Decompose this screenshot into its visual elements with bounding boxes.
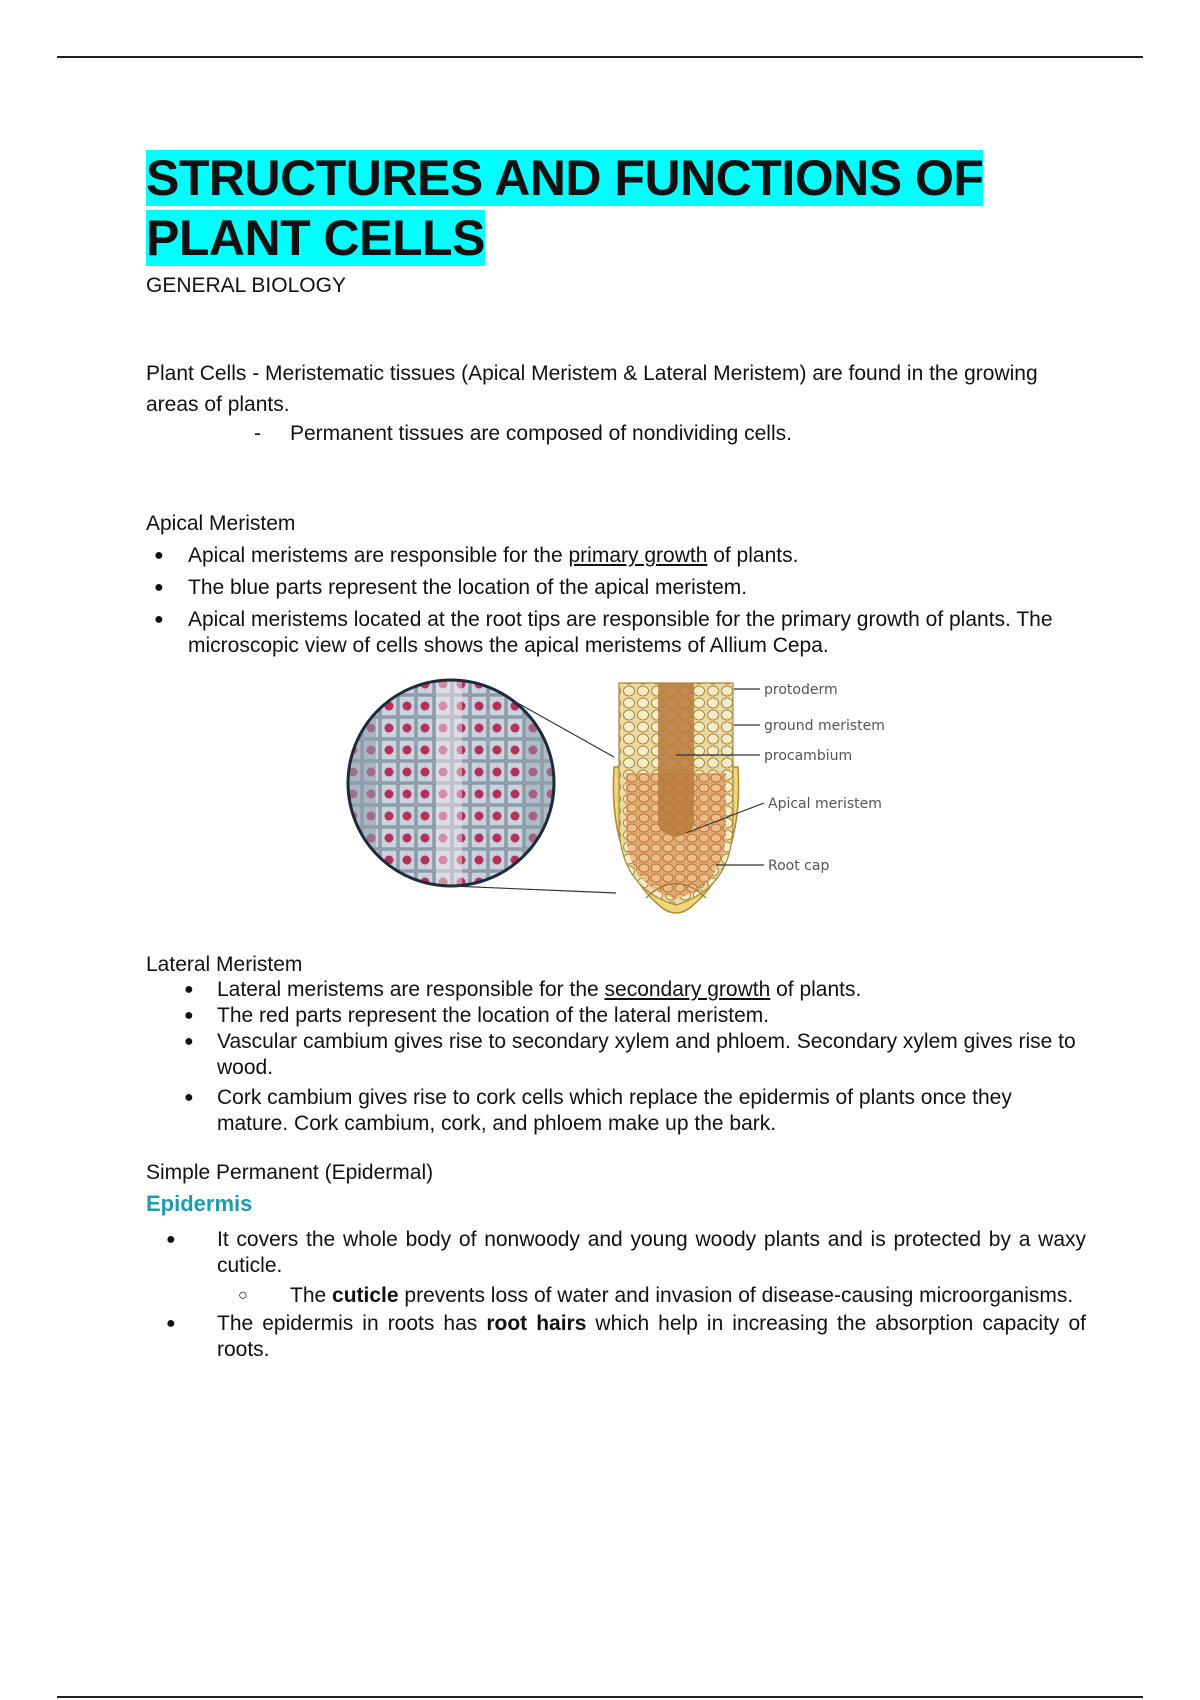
list-item (146, 1311, 1086, 1363)
hollow-bullet-icon: ○ (238, 1287, 248, 1304)
root-tip-illustration (613, 683, 738, 913)
apical-list (146, 543, 1086, 659)
root-hairs-term: root hairs (486, 1312, 587, 1335)
text-segment: which help in increasing the absorption capacity of roots. (217, 1312, 1086, 1361)
list-item (146, 575, 1086, 601)
label-apical-meristem: Apical meristem (768, 796, 882, 812)
sub-list-item (146, 1283, 1086, 1309)
bullet-icon: ● (184, 1033, 194, 1050)
list-item-text (188, 543, 798, 569)
intro-subpoint (146, 420, 1086, 448)
intro-subpoint-text: Permanent tissues are composed of nondividing cells. (290, 422, 792, 445)
list-item (146, 1029, 1086, 1081)
document-title (146, 148, 1086, 268)
list-item-text: The red parts represent the location of the lateral meristem. (217, 1004, 770, 1027)
list-item (146, 607, 1086, 659)
sub-list-item-text (290, 1283, 1086, 1309)
bullet-icon: ● (166, 1231, 176, 1248)
list-item-text (217, 1311, 1086, 1363)
bottom-rule (57, 1696, 1143, 1698)
title-line-2: PLANT CELLS (146, 210, 485, 266)
list-item (146, 1227, 1086, 1279)
epidermis-list (146, 1227, 1086, 1363)
bullet-icon: ● (184, 981, 194, 998)
top-rule (57, 56, 1143, 58)
bullet-icon: ● (184, 1007, 194, 1024)
list-item (146, 1085, 1086, 1137)
bullet-icon: ● (154, 547, 164, 564)
label-protoderm: protoderm (764, 682, 838, 698)
root-tip-figure (146, 673, 1086, 939)
bullet-icon: ● (184, 1089, 194, 1106)
secondary-growth-link: secondary growth (604, 978, 771, 1001)
apical-heading: Apical Meristem (146, 512, 296, 535)
text-segment: The (290, 1284, 333, 1307)
lateral-heading: Lateral Meristem (146, 953, 303, 976)
list-item-text: Apical meristems located at the root tips are responsible for the primary growth of plants. The microscopic view of cells shows the apical meristems of Allium Cepa. (188, 608, 1053, 657)
dash-bullet: - (254, 422, 261, 445)
list-item-text (217, 977, 861, 1003)
list-item-text: The blue parts represent the location of the apical meristem. (188, 576, 748, 599)
cuticle-term: cuticle (332, 1284, 399, 1307)
list-item-text: Vascular cambium gives rise to secondary xylem and phloem. Secondary xylem gives rise to wood. (217, 1030, 1076, 1079)
text-segment: of plants. (707, 544, 799, 567)
bullet-icon: ● (154, 579, 164, 596)
text-segment: The epidermis in roots has (217, 1312, 487, 1335)
label-procambium: procambium (764, 748, 853, 764)
list-item-text: Cork cambium gives rise to cork cells which replace the epidermis of plants once they mature. Cork cambium, cork, and phloem make up the bark. (217, 1086, 1012, 1135)
primary-growth-link: primary growth (568, 544, 708, 567)
text-segment: Apical meristems are responsible for the (188, 544, 569, 567)
document-subtitle: GENERAL BIOLOGY (146, 274, 346, 297)
text-segment: Lateral meristems are responsible for the (217, 978, 605, 1001)
text-segment: prevents loss of water and invasion of disease-causing microorganisms. (398, 1284, 1074, 1307)
label-root-cap: Root cap (768, 858, 830, 874)
list-item (146, 543, 1086, 569)
document-page (146, 148, 1086, 1367)
lateral-list (146, 977, 1086, 1137)
label-ground-meristem: ground meristem (764, 718, 885, 734)
list-item (146, 1003, 1086, 1029)
bullet-icon: ● (166, 1315, 176, 1332)
list-item (146, 977, 1086, 1003)
bullet-icon: ● (154, 611, 164, 628)
root-tip-diagram (146, 673, 1086, 939)
list-item-text: It covers the whole body of nonwoody and young woody plants and is protected by a waxy cuticle. (217, 1228, 1086, 1277)
microscope-view (346, 673, 616, 903)
epidermis-heading: Epidermis (146, 1191, 253, 1216)
title-line-1: STRUCTURES AND FUNCTIONS OF (146, 150, 984, 206)
intro-paragraph: Plant Cells - Meristematic tissues (Apical Meristem & Lateral Meristem) are found in the growing areas of plants. (146, 362, 1038, 416)
text-segment: of plants. (770, 978, 862, 1001)
permanent-heading: Simple Permanent (Epidermal) (146, 1161, 434, 1184)
